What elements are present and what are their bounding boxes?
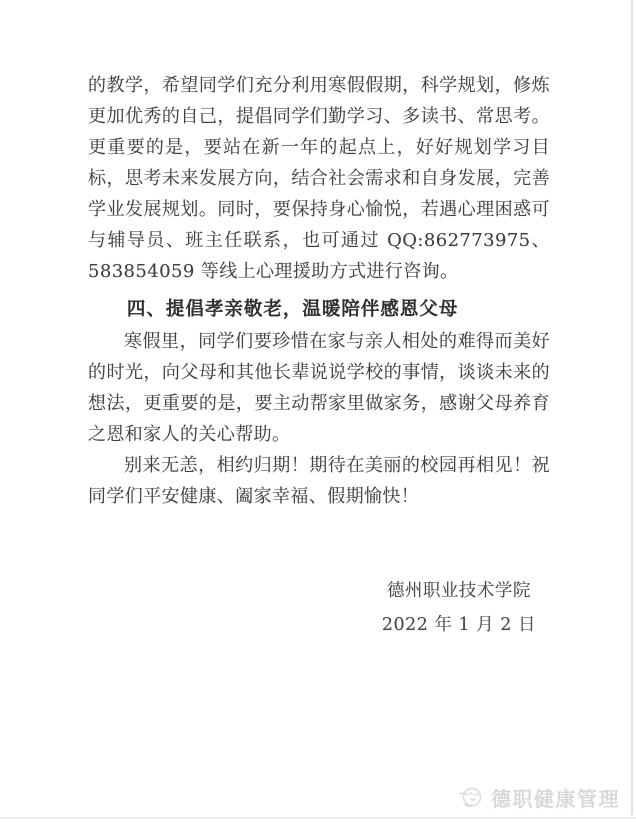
signature-block (88, 574, 550, 642)
signature-date: 2022 年 1 月 2 日 (381, 615, 536, 635)
paragraph-closing: 别来无恙，相约归期！期待在美丽的校园再相见！祝同学们平安健康、阖家幸福、假期愉快！ (88, 455, 550, 507)
page-edge-right (631, 0, 633, 815)
watermark-logo-icon (456, 783, 485, 812)
paragraph-continuation: 的教学，希望同学们充分利用寒假假期，科学规划，修炼更加优秀的自己，提倡同学们勤学习、多读书、常思考。更重要的是，要站在新一年的起点上，好好规划学习目标，思考未来发展方向，结合社会需求和自身发展，完善学业发展规划。同时，要保持身心愉悦，若遇心理困惑可与辅导员、班主任联系，也可通过 QQ:862773975、583854059 等线上心理援助方式进行咨询。 (88, 75, 550, 282)
watermark (456, 783, 620, 812)
paragraph: 寒假里，同学们要珍惜在家与亲人相处的难得而美好的时光，向父母和其他长辈说说学校的事情，谈谈未来的想法，更重要的是，要主动帮家里做家务，感谢父母养育之恩和家人的关心帮助。 (88, 331, 550, 445)
document-body (88, 70, 550, 642)
page-edge-bottom (0, 817, 636, 819)
watermark-label: 德职健康管理 (491, 789, 620, 811)
signature-organization: 德州职业技术学院 (386, 581, 531, 601)
section-heading: 四、提倡孝亲敬老，温暖陪伴感恩父母 (126, 298, 459, 319)
